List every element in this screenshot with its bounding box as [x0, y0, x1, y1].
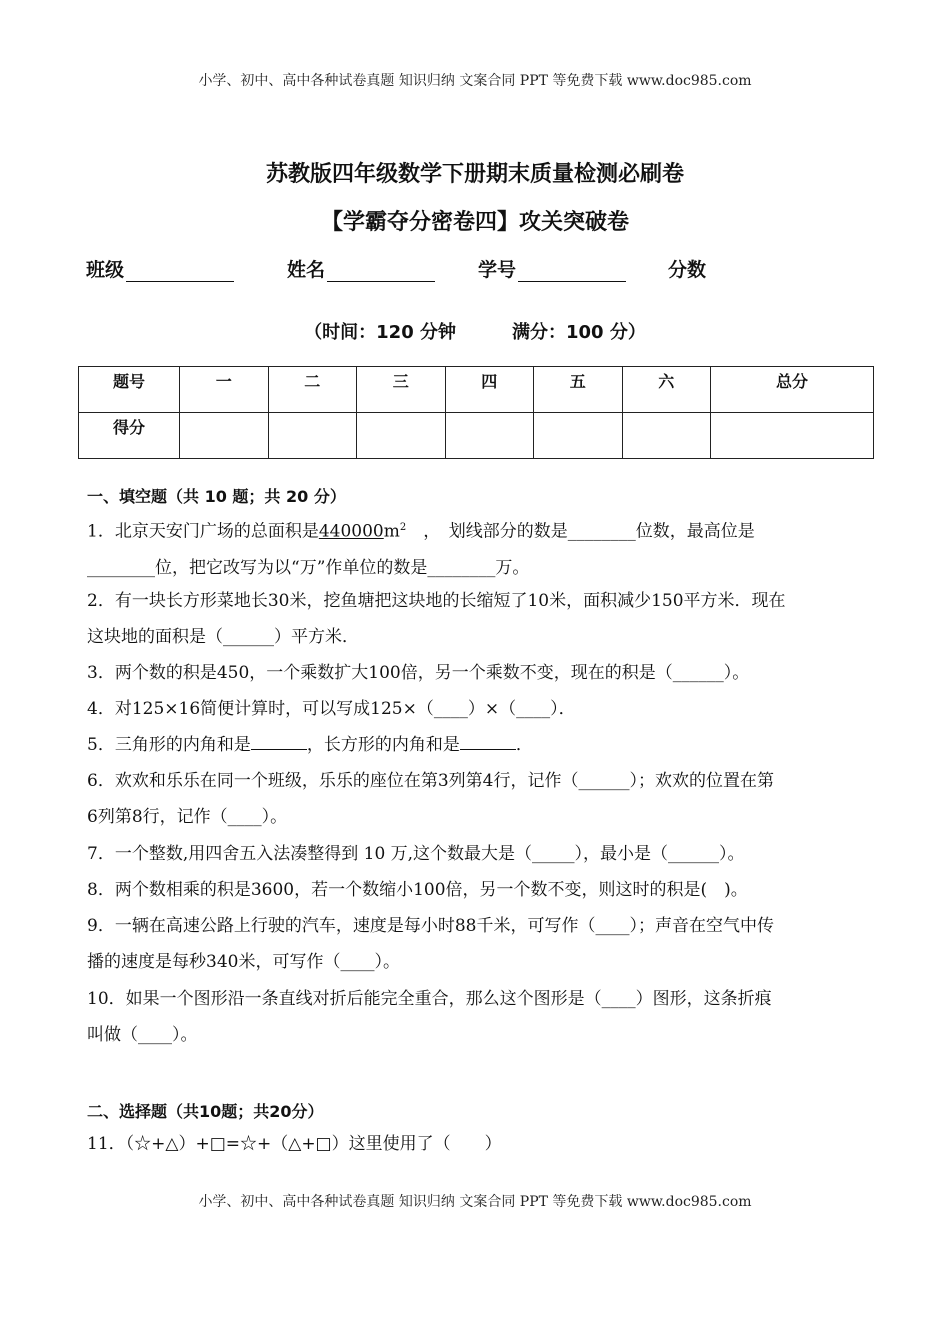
question-text: ，长方形的内角和是	[306, 735, 460, 755]
question-text: 叫做（____）。	[87, 1025, 198, 1045]
question-text: 5．三角形的内角和是	[87, 735, 251, 755]
score-cell[interactable]	[180, 413, 269, 459]
class-label: 班级	[86, 259, 125, 281]
area-unit: m	[383, 521, 400, 542]
time-info	[0, 318, 950, 344]
answer-blank[interactable]	[460, 729, 516, 750]
table-cell: 得分	[79, 413, 180, 459]
table-cell: 题号	[79, 367, 180, 413]
underlined-number: 440000	[318, 521, 384, 542]
exam-title: 苏教版四年级数学下册期末质量检测必刷卷	[265, 162, 684, 187]
score-cell[interactable]	[268, 413, 357, 459]
score-field	[668, 255, 706, 282]
score-table-score-row	[79, 413, 874, 459]
question-text: 2．有一块长方形菜地长30米，挖鱼塘把这块地的长缩短了10米，面积减少150平方米．现在	[87, 591, 786, 611]
question-text: 6列第8行，记作（____）。	[87, 807, 288, 827]
question-text: 9．一辆在高速公路上行驶的汽车，速度是每小时88千米，可写作（____）；声音在空气中传	[87, 916, 774, 936]
question-3: 3．两个数的积是450，一个乘数扩大100倍，另一个乘数不变，现在的积是（______）。	[87, 663, 750, 683]
class-blank[interactable]	[126, 261, 234, 282]
question-5	[87, 727, 867, 763]
question-text: ________位，把它改写为以“万”作单位的数是________万。	[87, 557, 530, 578]
student-id-field	[478, 255, 626, 282]
section-1-title: 一、填空题（共 10 题；共 20 分）	[87, 487, 346, 506]
question-11: 11．（☆+△）+□=☆+（△+□）这里使用了（ ）	[87, 1134, 502, 1154]
table-cell: 三	[357, 367, 446, 413]
question-text: 1．北京天安门广场的总面积是	[87, 521, 319, 542]
table-cell: 总分	[711, 367, 874, 413]
question-7: 7．一个整数,用四舍五入法凑整得到 10 万,这个数最大是（_____），最小是（______）。	[87, 844, 745, 864]
question-text: 6．欢欢和乐乐在同一个班级，乐乐的座位在第3列第4行，记作（______）；欢欢的位置在第	[87, 771, 774, 791]
table-cell: 四	[445, 367, 534, 413]
question-10	[87, 981, 867, 1053]
table-cell: 六	[622, 367, 711, 413]
full-score: 满分：100 分）	[512, 322, 646, 343]
score-table	[78, 366, 874, 459]
name-blank[interactable]	[327, 261, 435, 282]
class-field	[86, 255, 234, 282]
question-text: 10．如果一个图形沿一条直线对折后能完全重合，那么这个图形是（____）图形，这条折痕	[87, 989, 772, 1009]
exam-subtitle: 【学霸夺分密卷四】攻关突破卷	[320, 210, 629, 235]
question-8: 8．两个数相乘的积是3600，若一个数缩小100倍，另一个数不变，则这时的积是( )。	[87, 880, 748, 900]
name-field	[287, 255, 435, 282]
page-footer: 小学、初中、高中各种试卷真题 知识归纳 文案合同 PPT 等免费下载 www.doc985.com	[198, 1194, 752, 1210]
score-cell[interactable]	[534, 413, 623, 459]
question-text: ．	[515, 735, 533, 755]
question-1	[87, 510, 867, 586]
question-2	[87, 583, 867, 655]
unit-exponent: 2	[399, 522, 407, 533]
time-duration: （时间：120 分钟	[304, 322, 456, 343]
table-cell: 一	[180, 367, 269, 413]
question-text: ， 划线部分的数是________位数，最高位是	[406, 521, 755, 542]
student-id-label: 学号	[478, 259, 517, 281]
score-cell[interactable]	[445, 413, 534, 459]
question-4: 4．对125×16简便计算时，可以写成125×（____）×（____）．	[87, 699, 576, 719]
question-text: 这块地的面积是（______）平方米．	[87, 627, 359, 647]
name-label: 姓名	[287, 259, 326, 281]
score-cell[interactable]	[622, 413, 711, 459]
page-header: 小学、初中、高中各种试卷真题 知识归纳 文案合同 PPT 等免费下载 www.doc985.com	[198, 73, 752, 89]
score-label: 分数	[668, 259, 707, 281]
question-text: 播的速度是每秒340米，可写作（____）。	[87, 952, 400, 972]
answer-blank[interactable]	[251, 729, 307, 750]
question-9	[87, 908, 867, 980]
question-6	[87, 763, 867, 835]
table-cell: 二	[268, 367, 357, 413]
score-cell[interactable]	[357, 413, 446, 459]
table-cell: 五	[534, 367, 623, 413]
score-cell[interactable]	[711, 413, 874, 459]
student-id-blank[interactable]	[518, 261, 626, 282]
score-table-header-row	[79, 367, 874, 413]
section-2-title: 二、选择题（共10题；共20分）	[87, 1102, 324, 1121]
